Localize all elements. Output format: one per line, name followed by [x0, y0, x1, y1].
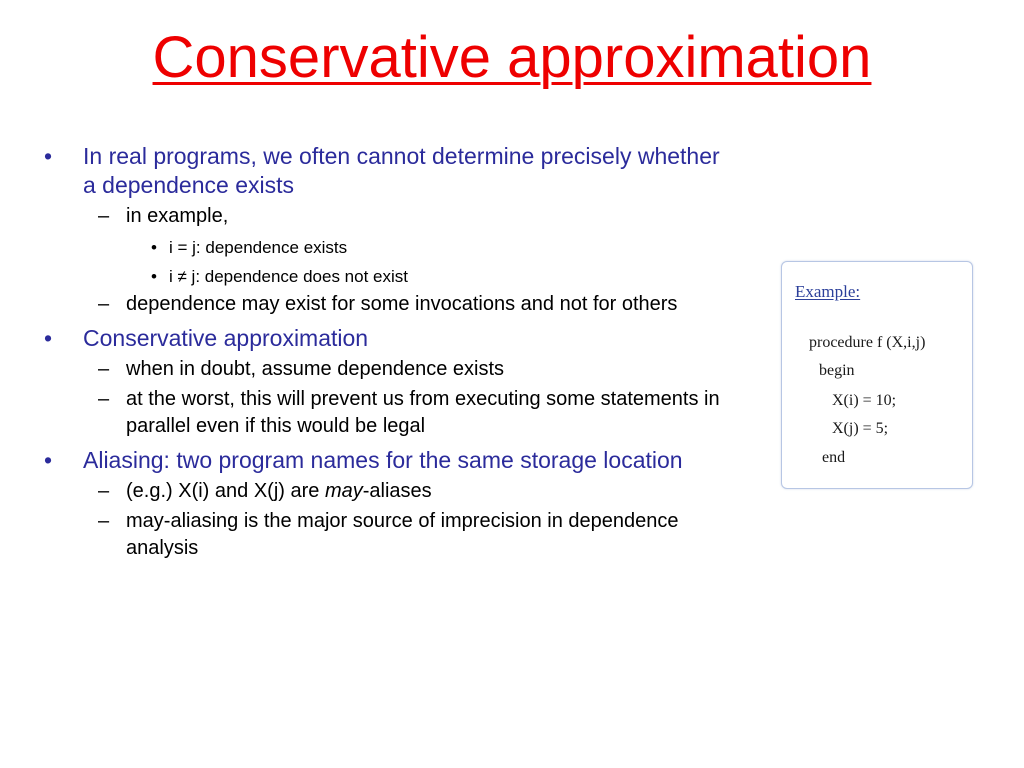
dash-marker: –	[98, 510, 110, 532]
code-line: begin	[819, 362, 855, 379]
sub-bullet-item	[98, 356, 734, 383]
code-line: end	[822, 449, 846, 466]
emphasis-text: may	[324, 480, 363, 502]
sub-sub-bullet-text: i ≠ j: dependence does not exist	[169, 267, 408, 286]
bullet-marker: •	[44, 143, 53, 169]
bullet-item	[44, 446, 734, 475]
dash-marker: –	[98, 205, 110, 227]
sub-bullet-item	[98, 386, 734, 440]
sub-sub-bullet-text: i = j: dependence exists	[169, 238, 348, 257]
sub-bullet-text: dependence may exist for some invocations and not for others	[126, 293, 678, 315]
bullet-text: Aliasing: two program names for the same storage location	[83, 447, 683, 473]
sub-sub-bullet-item	[151, 236, 734, 259]
bullet-list	[44, 142, 734, 562]
dash-marker: –	[98, 480, 110, 502]
code-line: X(i) = 10;	[832, 392, 897, 409]
dash-marker: –	[98, 388, 110, 410]
sub-bullet-text: when in doubt, assume dependence exists	[126, 358, 505, 380]
example-heading: Example:	[795, 282, 861, 301]
sub-bullet-text-suffix: -aliases	[362, 480, 432, 502]
sub-bullet-item	[98, 478, 734, 505]
bullet-marker: •	[44, 447, 53, 473]
sub-bullet-text: in example,	[126, 205, 229, 227]
sub-bullet-text: may-aliasing is the major source of imprecision in dependence analysis	[126, 510, 679, 559]
code-line: X(j) = 5;	[832, 420, 889, 437]
bullet-marker: •	[151, 238, 157, 257]
sub-bullet-text: at the worst, this will prevent us from executing some statements in parallel even if this would be legal	[126, 388, 720, 437]
sub-sub-bullet-item	[151, 265, 734, 288]
code-line: procedure f (X,i,j)	[809, 334, 926, 351]
slide-title: Conservative approximation	[152, 25, 872, 90]
dash-marker: –	[98, 293, 110, 315]
bullet-text: Conservative approximation	[83, 325, 369, 351]
example-code-box	[781, 261, 973, 489]
bullet-marker: •	[151, 267, 157, 286]
bullet-marker: •	[44, 325, 53, 351]
sub-bullet-text-prefix: (e.g.) X(i) and X(j) are	[126, 480, 325, 502]
dash-marker: –	[98, 358, 110, 380]
sub-bullet-item	[98, 203, 734, 230]
bullet-item	[44, 324, 734, 353]
sub-bullet-item	[98, 291, 734, 318]
bullet-text: In real programs, we often cannot determine precisely whether a dependence exists	[83, 143, 720, 198]
bullet-item	[44, 142, 734, 200]
sub-bullet-item	[98, 508, 734, 562]
